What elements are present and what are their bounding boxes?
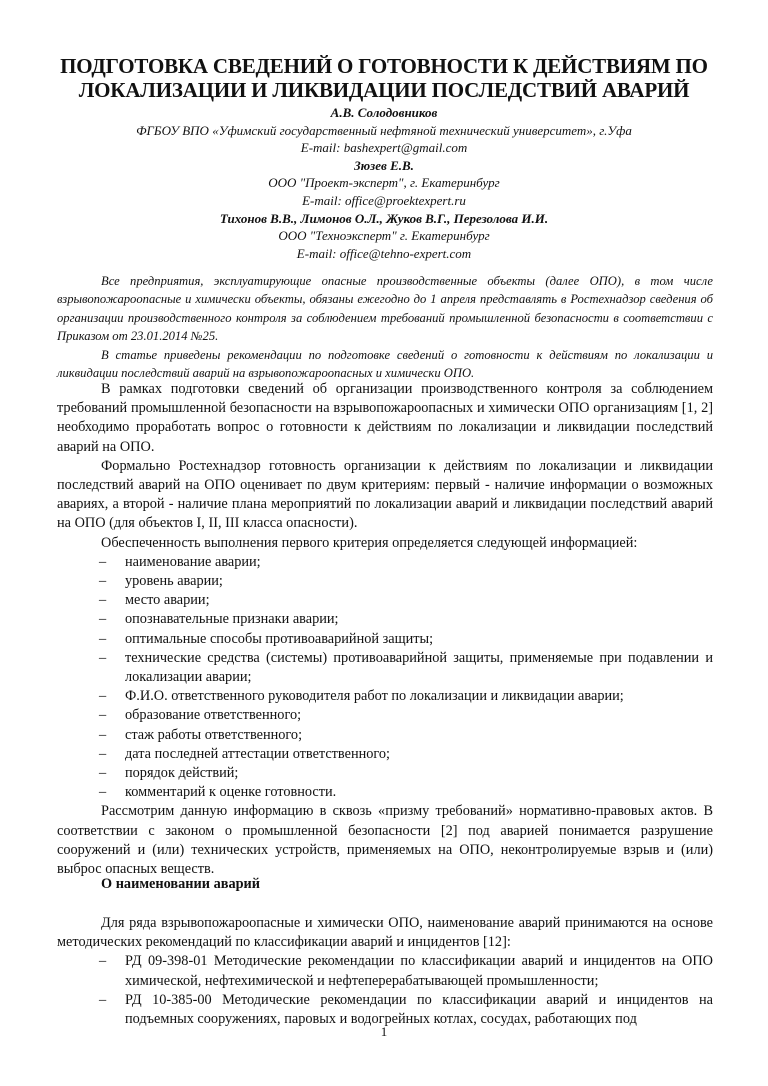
author-name-3: Тихонов В.В., Лимонов О.Л., Жуков В.Г., Перезолова И.И. [219, 211, 549, 226]
list-item: – оптимальные способы противоаварийной защиты; [57, 630, 713, 649]
body-section-1 [57, 380, 713, 879]
title-line-1: ПОДГОТОВКА СВЕДЕНИЙ О ГОТОВНОСТИ К ДЕЙСТВИЯМ ПО [60, 54, 708, 78]
title-line-2: ЛОКАЛИЗАЦИИ И ЛИКВИДАЦИИ ПОСЛЕДСТВИЙ АВАРИЙ [78, 78, 690, 102]
author-affiliation-2: ООО "Проект-эксперт", г. Екатеринбург [268, 175, 500, 190]
author-name-1: А.В. Солодовников [330, 105, 438, 120]
author-affiliation-1: ФГБОУ ВПО «Уфимский государственный нефтяной технический университет», г.Уфа [136, 123, 632, 138]
list-item: – стаж работы ответственного; [57, 726, 713, 745]
info-criteria-list [57, 553, 713, 803]
paper-title [40, 54, 728, 102]
list-item: – уровень аварии; [57, 572, 713, 591]
body-paragraph-4: Рассмотрим данную информацию в сквозь «призму требований» нормативно-правовых актов. В соответствии с законом о промышленной безопасности [2] под аварией понимается разрушение сооружений и (или) технических устройств, применяемых на ОПО, неконтролируемые взрыв и (или) выброс опасных веществ. [57, 803, 713, 878]
list-item: – РД 09-398-01 Методические рекомендации по классификации аварий и инцидентов на ОПО химической, нефтехимической и нефтеперерабатывающей промышленности; [57, 952, 713, 990]
author-email-3: E-mail: office@tehno-expert.com [296, 246, 472, 261]
body-paragraph-1: В рамках подготовки сведений об организации производственного контроля за соблюдением требований промышленной безопасности на взрывопожароопасных и химически ОПО организациям [1, 2] необходимо проработать вопрос о готовности к действиям по локализации и ликвидации последствий аварий на ОПО. [57, 381, 713, 455]
list-item: – место аварии; [57, 591, 713, 610]
list-item: – наименование аварии; [57, 553, 713, 572]
list-item: – РД 10-385-00 Методические рекомендации по классификации аварий и инцидентов на подъемных сооружениях, паровых и водогрейных котлах, сосудах, работающих под [57, 991, 713, 1029]
section-heading: О наименовании аварий [101, 876, 261, 892]
abstract-paragraph-2: В статье приведены рекомендации по подготовке сведений о готовности к действиям по локализации и ликвидации последствий аварий на взрывопожароопасных и химически ОПО. [57, 347, 713, 381]
list-item: – комментарий к оценке готовности. [57, 783, 713, 802]
guideline-list [57, 952, 713, 1029]
list-item: – опознавательные признаки аварии; [57, 610, 713, 629]
abstract [57, 272, 713, 382]
body-section-2 [57, 914, 713, 1029]
page-number: 1 [380, 1024, 388, 1039]
list-item: – технические средства (системы) противоаварийной защиты, применяемые при подавлении и локализации аварии; [57, 649, 713, 687]
author-affiliation-3: ООО "Техноэксперт" г. Екатеринбург [278, 228, 490, 243]
author-name-2: Зюзев Е.В. [354, 158, 414, 173]
list-item: – Ф.И.О. ответственного руководителя работ по локализации и ликвидации аварии; [57, 687, 713, 706]
list-item: – порядок действий; [57, 764, 713, 783]
list-item: – дата последней аттестации ответственного; [57, 745, 713, 764]
author-email-2: E-mail: office@proektexpert.ru [302, 193, 466, 208]
body-paragraph-3: Обеспеченность выполнения первого критерия определяется следующей информацией: [101, 534, 638, 551]
body-paragraph-5: Для ряда взрывопожароопасные и химически ОПО, наименование аварий принимаются на основе методических рекомендаций по классификации аварий и инцидентов [12]: [57, 915, 713, 951]
abstract-paragraph-1: Все предприятия, эксплуатирующие опасные производственные объекты (далее ОПО), в том числе взрывопожароопасные и химически объекты, обязаны ежегодно до 1 апреля представлять в Ростехнадзор сведения об организации производственного контроля за соблюдением требований промышленной безопасности в соответствии с Приказом от 23.01.2014 №25. [57, 274, 713, 344]
list-item: – образование ответственного; [57, 706, 713, 725]
author-email-1: E-mail: bashexpert@gmail.com [300, 140, 468, 155]
body-paragraph-2: Формально Ростехнадзор готовность организации к действиям по локализации и ликвидации последствий аварий на ОПО оценивает по двум критериям: первый - наличие информации о возможных авариях, а второй - наличие плана мероприятий по локализации аварий и ликвидации последствий аварий на ОПО (для объектов I, II, III класса опасности). [57, 457, 713, 532]
